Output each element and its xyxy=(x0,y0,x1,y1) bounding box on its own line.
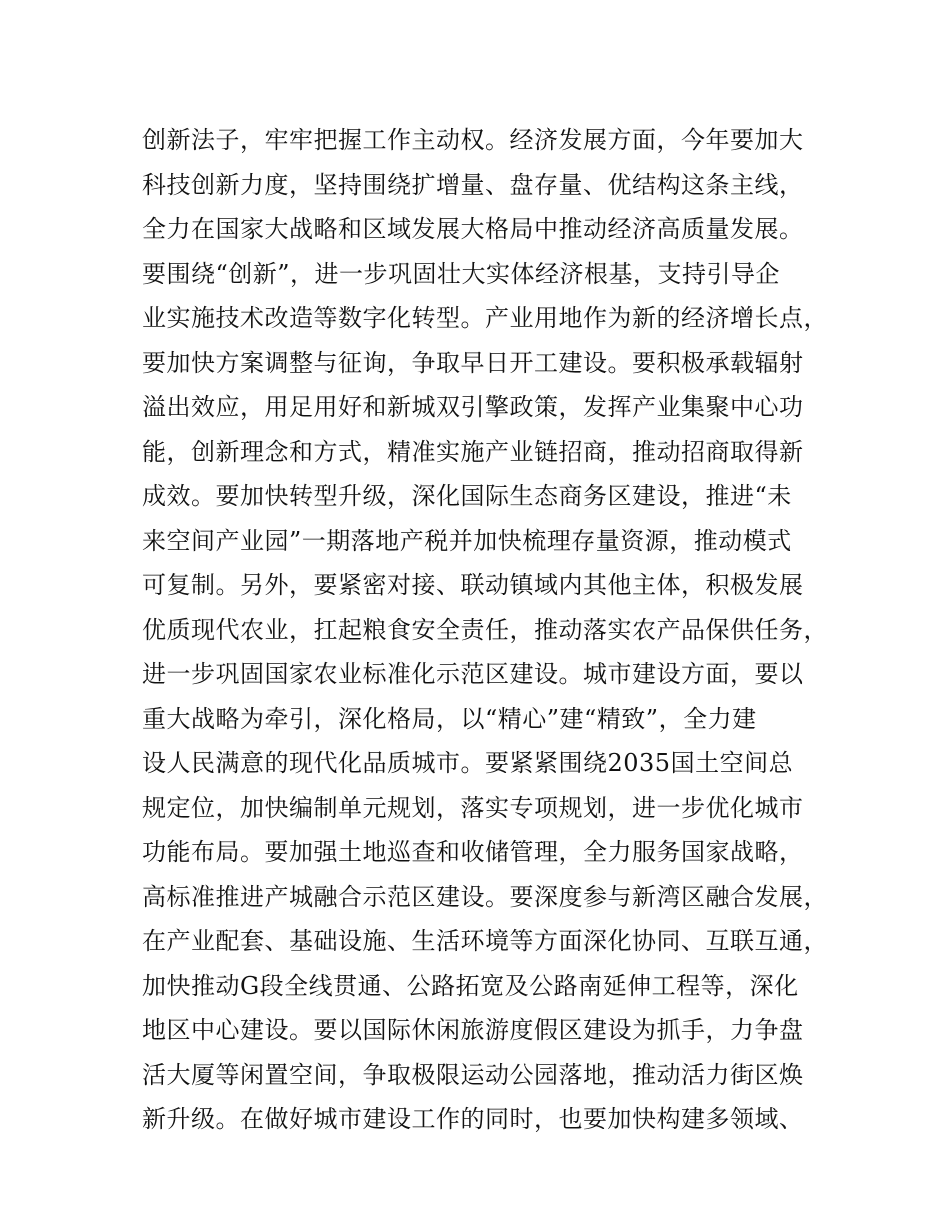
text-line: 要围绕“创新”，进一步巩固壮大实体经济根基，支持引导企 xyxy=(142,259,781,288)
text-line: 重大战略为牵引，深化格局，以“精心”建“精致”，全力建 xyxy=(142,704,757,733)
text-line: 高标准推进产城融合示范区建设。要深度参与新湾区融合发展， xyxy=(142,882,828,911)
text-line: 功能布局。要加强土地巡查和收储管理，全力服务国家战略， xyxy=(142,838,804,866)
text-line: 要加快方案调整与征询，争取早日开工建设。要积极承载辐射 xyxy=(142,348,804,377)
text-line: 能，创新理念和方式，精准实施产业链招商，推动招商取得新 xyxy=(142,437,804,466)
body-text xyxy=(142,118,832,1142)
text-line: 全力在国家大战略和区域发展大格局中推动经济高质量发展。 xyxy=(142,215,804,243)
text-line: 来空间产业园”一期落地产税并加快梳理存量资源，推动模式 xyxy=(142,526,792,555)
text-line: 加快推动G段全线贯通、公路拓宽及公路南延伸工程等，深化 xyxy=(142,971,799,1000)
text-line: 活大厦等闲置空间，争取极限运动公园落地，推动活力街区焕 xyxy=(142,1060,804,1089)
text-line: 可复制。另外，要紧密对接、联动镇域内其他主体，积极发展 xyxy=(142,571,804,599)
text-line: 优质现代农业，扛起粮食安全责任，推动落实农产品保供任务， xyxy=(142,615,828,644)
text-line: 成效。要加快转型升级，深化国际生态商务区建设，推进“未 xyxy=(142,482,792,510)
text-line: 溢出效应，用足用好和新城双引擎政策，发挥产业集聚中心功 xyxy=(142,393,804,421)
text-line: 科技创新力度，坚持围绕扩增量、盘存量、优结构这条主线， xyxy=(142,170,804,199)
text-line: 新升级。在做好城市建设工作的同时，也要加快构建多领域、 xyxy=(142,1105,804,1133)
text-line: 地区中心建设。要以国际休闲旅游度假区建设为抓手，力争盘 xyxy=(142,1016,804,1044)
text-line: 设人民满意的现代化品质城市。要紧紧围绕2035国土空间总 xyxy=(142,749,794,777)
text-line: 创新法子，牢牢把握工作主动权。经济发展方面，今年要加大 xyxy=(142,126,804,154)
text-line: 在产业配套、基础设施、生活环境等方面深化协同、互联互通， xyxy=(142,927,828,955)
text-line: 规定位，加快编制单元规划，落实专项规划，进一步优化城市 xyxy=(142,793,804,822)
text-line: 业实施技术改造等数字化转型。产业用地作为新的经济增长点， xyxy=(142,304,828,332)
text-line: 进一步巩固国家农业标准化示范区建设。城市建设方面，要以 xyxy=(142,660,804,688)
